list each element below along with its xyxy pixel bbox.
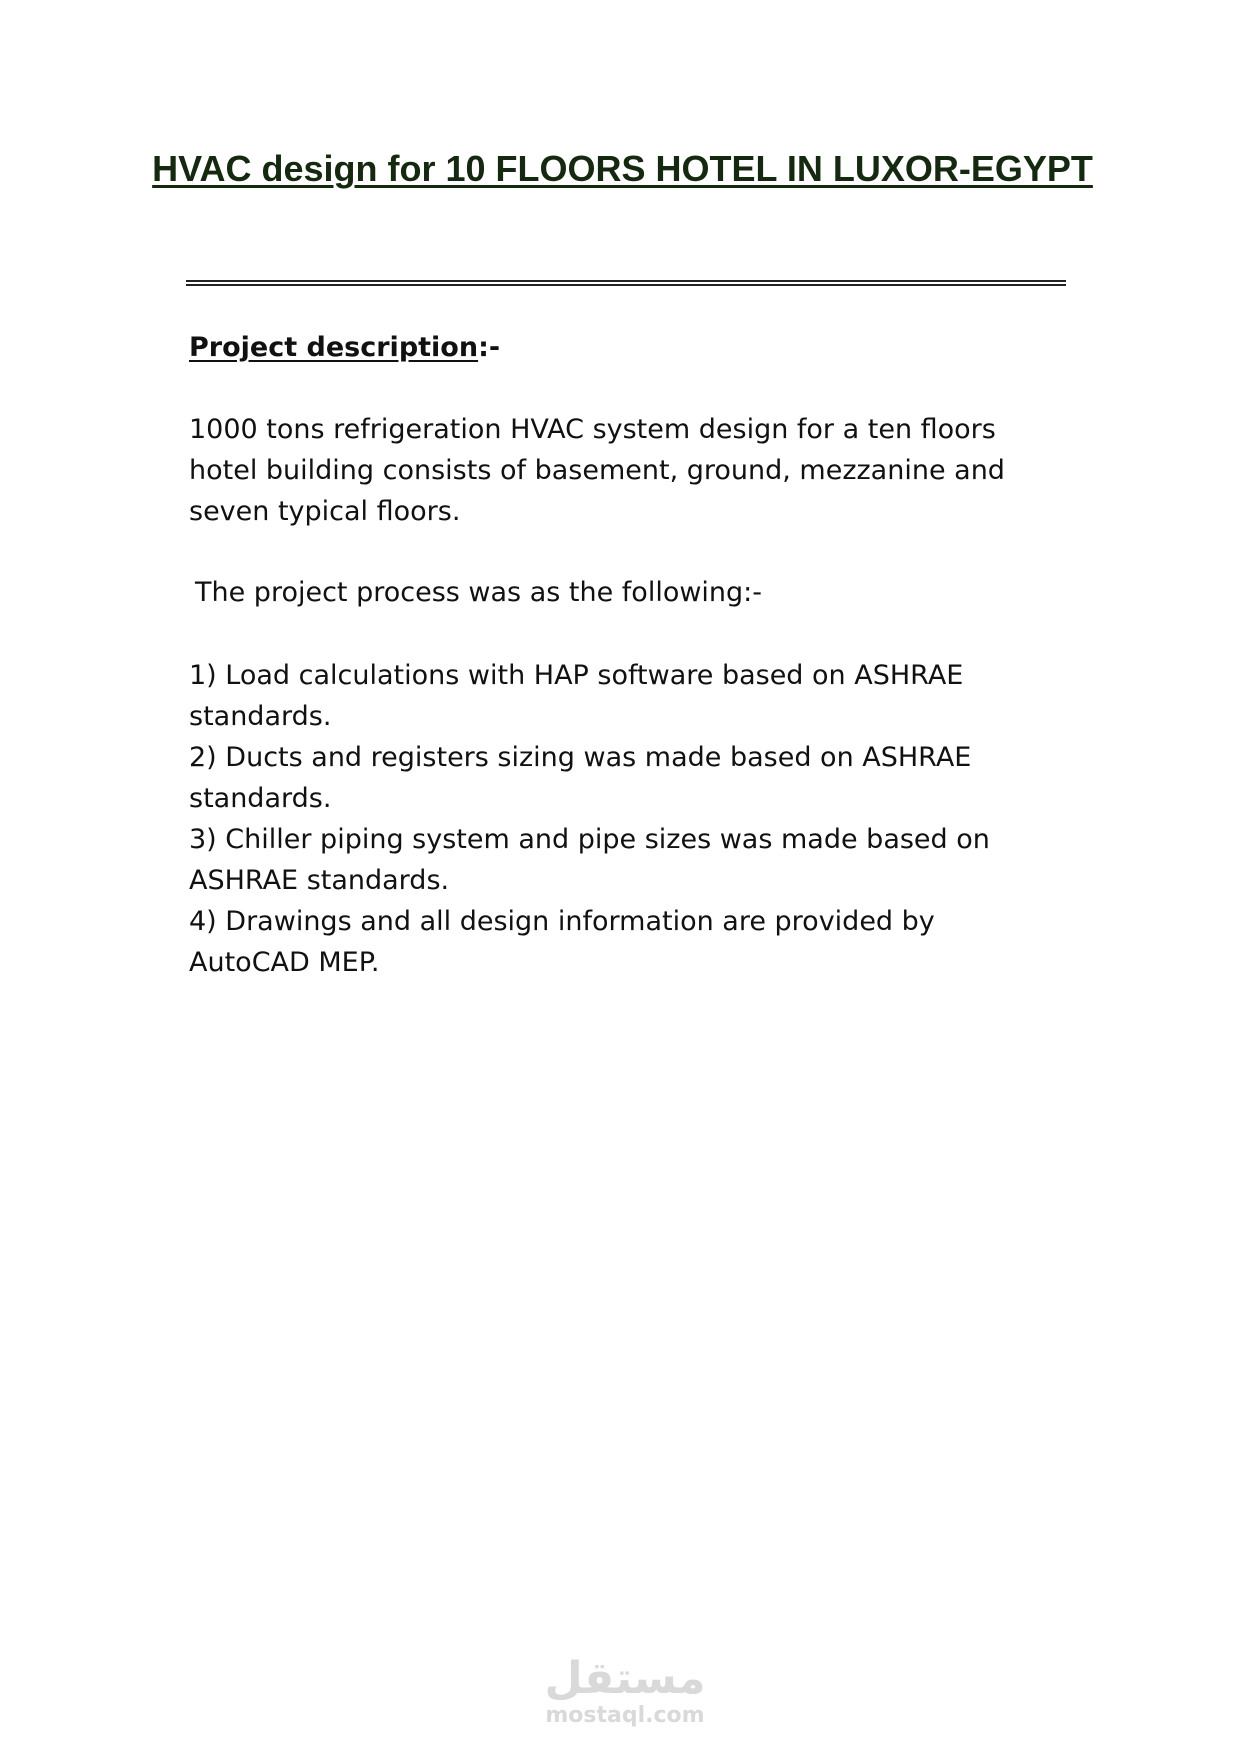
project-description: 1000 tons refrigeration HVAC system design for a ten floors hotel building consists of basement, ground, mezzanine and seven typical floors. [189,414,1005,527]
process-step: 3) Chiller piping system and pipe sizes was made based on ASHRAE standards. [189,824,990,896]
mostaql-watermark [520,1655,730,1729]
process-intro: The project process was as the following:- [195,577,763,608]
watermark-logo: مستقل [544,1653,706,1704]
document-title: HVAC design for 10 FLOORS HOTEL IN LUXOR-EGYPT [152,148,1093,189]
section-heading [189,327,1049,368]
process-step: 4) Drawings and all design information are provided by AutoCAD MEP. [189,906,935,978]
section-heading-suffix: :- [478,332,501,363]
section-heading-label: Project description [189,332,479,363]
process-steps-list [189,655,1049,983]
process-step: 2) Ducts and registers sizing was made based on ASHRAE standards. [189,742,972,814]
watermark-site: mostaql.com [545,1703,705,1728]
title-divider [186,280,1066,286]
process-step: 1) Load calculations with HAP software based on ASHRAE standards. [189,660,964,732]
